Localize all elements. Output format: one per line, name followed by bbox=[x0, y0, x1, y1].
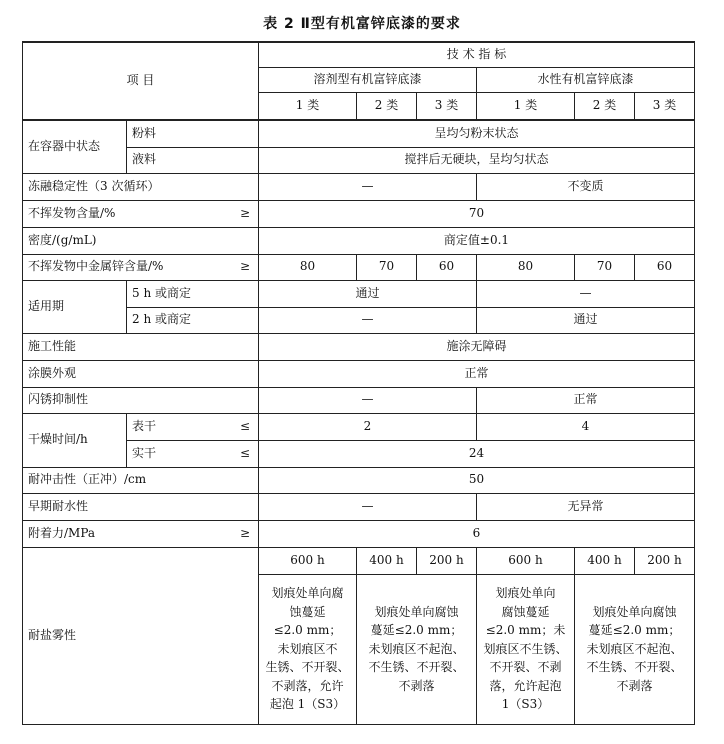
value-freeze-water: 不变质 bbox=[477, 173, 695, 200]
value-zinc-solvent-1: 80 bbox=[259, 254, 357, 280]
row-label-application: 施工性能 bbox=[23, 333, 259, 360]
header-item: 项 目 bbox=[23, 42, 259, 120]
row-label-zinc-content: 不挥发物中金属锌含量/% bbox=[23, 254, 225, 280]
value-zinc-solvent-3: 60 bbox=[417, 254, 477, 280]
value-impact: 50 bbox=[259, 467, 695, 493]
header-solvent-type: 溶剂型有机富锌底漆 bbox=[259, 67, 477, 92]
sub-label-liquid: 液料 bbox=[127, 147, 259, 173]
header-class-3: 3 类 bbox=[417, 92, 477, 120]
row-label-pot-life: 适用期 bbox=[23, 280, 127, 333]
sub-label-2h: 2 h 或商定 bbox=[127, 307, 259, 333]
value-application: 施涂无障碍 bbox=[259, 333, 695, 360]
value-zinc-water-3: 60 bbox=[635, 254, 695, 280]
sub-label-5h: 5 h 或商定 bbox=[127, 280, 259, 307]
value-surface-dry-water: 4 bbox=[477, 413, 695, 440]
row-label-flash-rust: 闪锈抑制性 bbox=[23, 387, 259, 413]
value-salt-hours-5: 400 h bbox=[575, 547, 635, 574]
table-title: 表 2 Ⅱ型有机富锌底漆的要求 bbox=[263, 16, 461, 32]
value-potlife-2h-water: 通过 bbox=[477, 307, 695, 333]
requirements-table bbox=[22, 41, 695, 725]
value-freeze-solvent: — bbox=[259, 173, 477, 200]
row-label-adhesion: 附着力/MPa bbox=[23, 520, 225, 547]
value-potlife-5h-solvent: 通过 bbox=[259, 280, 477, 307]
value-salt-hours-2: 400 h bbox=[357, 547, 417, 574]
value-zinc-water-2: 70 bbox=[575, 254, 635, 280]
symbol-ge: ≥ bbox=[225, 520, 259, 547]
row-label-freeze-thaw: 冻融稳定性（3 次循环） bbox=[23, 173, 259, 200]
row-label-nonvolatile: 不挥发物含量/% bbox=[23, 200, 225, 227]
value-salt-hours-1: 600 h bbox=[259, 547, 357, 574]
row-label-density: 密度/(g/mL) bbox=[23, 227, 259, 254]
value-adhesion: 6 bbox=[259, 520, 695, 547]
row-label-impact: 耐冲击性（正冲）/cm bbox=[23, 467, 259, 493]
row-label-drying-time: 干燥时间/h bbox=[23, 413, 127, 467]
value-salt-water-class-1: 划痕处单向 腐蚀蔓延 ≤2.0 mm；未 划痕区不生锈、 不开裂、不剥 落，允许起泡 1（S3） bbox=[477, 574, 575, 724]
header-class-2: 2 类 bbox=[575, 92, 635, 120]
header-class-3: 3 类 bbox=[635, 92, 695, 120]
sub-label-surface-dry: 表干 bbox=[127, 413, 225, 440]
value-flashrust-water: 正常 bbox=[477, 387, 695, 413]
symbol-le: ≤ bbox=[225, 440, 259, 467]
symbol-le: ≤ bbox=[225, 413, 259, 440]
header-class-1: 1 类 bbox=[259, 92, 357, 120]
value-salt-solvent-class-2-3: 划痕处单向腐蚀 蔓延≤2.0 mm； 未划痕区不起泡、 不生锈、不开裂、 不剥落 bbox=[357, 574, 477, 724]
value-hard-dry: 24 bbox=[259, 440, 695, 467]
row-label-salt-spray: 耐盐雾性 bbox=[23, 547, 259, 724]
symbol-ge: ≥ bbox=[225, 200, 259, 227]
value-salt-hours-6: 200 h bbox=[635, 547, 695, 574]
value-potlife-2h-solvent: — bbox=[259, 307, 477, 333]
row-label-container-state: 在容器中状态 bbox=[23, 120, 127, 173]
value-nonvolatile: 70 bbox=[259, 200, 695, 227]
value-flashrust-solvent: — bbox=[259, 387, 477, 413]
sub-label-powder: 粉料 bbox=[127, 120, 259, 147]
value-salt-solvent-class-1: 划痕处单向腐 蚀蔓延 ≤2.0 mm； 未划痕区不 生锈、不开裂、 不剥落，允许 起泡 1（S3） bbox=[259, 574, 357, 724]
value-zinc-solvent-2: 70 bbox=[357, 254, 417, 280]
header-class-1: 1 类 bbox=[477, 92, 575, 120]
value-earlywater-solvent: — bbox=[259, 493, 477, 520]
value-salt-hours-3: 200 h bbox=[417, 547, 477, 574]
value-potlife-5h-water: — bbox=[477, 280, 695, 307]
sub-label-hard-dry: 实干 bbox=[127, 440, 225, 467]
value-powder: 呈均匀粉末状态 bbox=[259, 120, 695, 147]
value-salt-water-class-2-3: 划痕处单向腐蚀 蔓延≤2.0 mm； 未划痕区不起泡、 不生锈、不开裂、 不剥落 bbox=[575, 574, 695, 724]
value-salt-hours-4: 600 h bbox=[477, 547, 575, 574]
row-label-early-water: 早期耐水性 bbox=[23, 493, 259, 520]
row-label-appearance: 涂膜外观 bbox=[23, 360, 259, 387]
value-density: 商定值±0.1 bbox=[259, 227, 695, 254]
symbol-ge: ≥ bbox=[225, 254, 259, 280]
header-class-2: 2 类 bbox=[357, 92, 417, 120]
value-surface-dry-solvent: 2 bbox=[259, 413, 477, 440]
value-earlywater-water: 无异常 bbox=[477, 493, 695, 520]
value-appearance: 正常 bbox=[259, 360, 695, 387]
value-liquid: 搅拌后无硬块，呈均匀状态 bbox=[259, 147, 695, 173]
header-water-type: 水性有机富锌底漆 bbox=[477, 67, 695, 92]
header-tech-index: 技 术 指 标 bbox=[259, 42, 695, 67]
value-zinc-water-1: 80 bbox=[477, 254, 575, 280]
